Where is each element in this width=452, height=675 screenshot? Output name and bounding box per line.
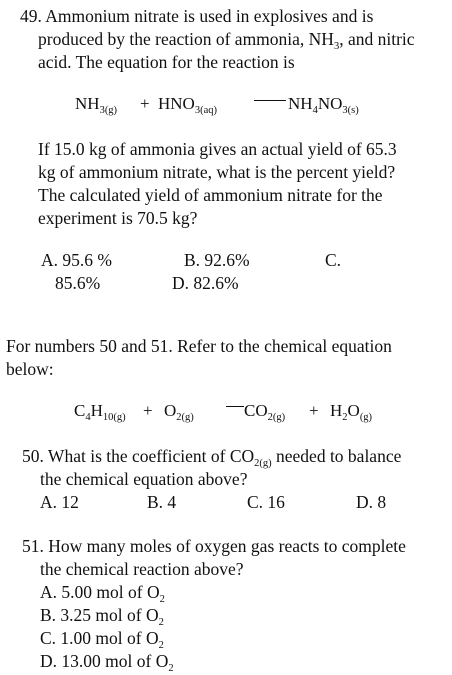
q49-body-line2: kg of ammonium nitrate, what is the percent yield? [38, 162, 396, 182]
q49-stem-line2: produced by the reaction of ammonia, $NH_3$, and nitric [38, 29, 415, 52]
reactant-butane: $C_4H_{10(g)}$ [74, 401, 126, 423]
q49-reactant-ammonia: $NH_{3(g)}$ [75, 94, 118, 116]
q50-choice-a[interactable]: A. 12 [40, 492, 79, 512]
q51-choice-d[interactable]: D. 13.00 mol of $O_2$ [40, 651, 174, 674]
q49-plus: + [140, 94, 150, 113]
q49-choice-c[interactable]: C. [325, 250, 342, 270]
product-water: $H_2O_{(g)}$ [330, 401, 373, 423]
section-intro-line1: For numbers 50 and 51. Refer to the chemical equation [6, 336, 392, 356]
q50-stem-line2: the chemical equation above? [40, 469, 248, 489]
q49-choice-d[interactable]: D. 82.6% [172, 273, 239, 293]
q51-stem-line1: 51. How many moles of oxygen gas reacts to complete [22, 536, 406, 556]
q50-choice-c[interactable]: C. 16 [247, 492, 285, 512]
q49-choice-a[interactable]: A. 95.6 % [41, 250, 112, 270]
q51-choice-c[interactable]: C. 1.00 mol of $O_2$ [40, 628, 164, 651]
q49-stem-line3: acid. The equation for the reaction is [38, 52, 295, 72]
q51-stem-line2: the chemical reaction above? [40, 559, 244, 579]
q51-choice-a[interactable]: A. 5.00 mol of $O_2$ [40, 582, 165, 605]
section-intro-line2: below: [6, 359, 54, 379]
q51-choice-b[interactable]: B. 3.25 mol of $O_2$ [40, 605, 164, 628]
q49-body-line1: If 15.0 kg of ammonia gives an actual yield of 65.3 [38, 139, 397, 159]
q49-reaction-arrow [254, 100, 286, 101]
q50-stem-line1: 50. What is the coefficient of $CO_{2(g)}$ needed to balance [22, 446, 402, 469]
plus-1: + [143, 401, 153, 420]
q49-reactant-nitric-acid: $HNO_{3(aq)}$ [158, 94, 217, 116]
q49-choice-c-value: 85.6% [55, 273, 101, 293]
product-carbon-dioxide: $CO_{2(g)}$ [244, 401, 286, 423]
q49-product-ammonium-nitrate: $NH_4NO_{3(s)}$ [288, 94, 359, 116]
q49-choice-b[interactable]: B. 92.6% [184, 250, 250, 270]
plus-2: + [309, 401, 319, 420]
reactant-oxygen: $O_{2(g)}$ [164, 401, 194, 423]
q49-body-line4: experiment is 70.5 kg? [38, 208, 198, 228]
q49-body-line3: The calculated yield of ammonium nitrate for the [38, 185, 383, 205]
q49-stem-line1: 49. Ammonium nitrate is used in explosives and is [20, 6, 374, 26]
reaction-arrow [226, 406, 244, 407]
q50-choice-d[interactable]: D. 8 [356, 492, 387, 512]
q50-choice-b[interactable]: B. 4 [147, 492, 177, 512]
